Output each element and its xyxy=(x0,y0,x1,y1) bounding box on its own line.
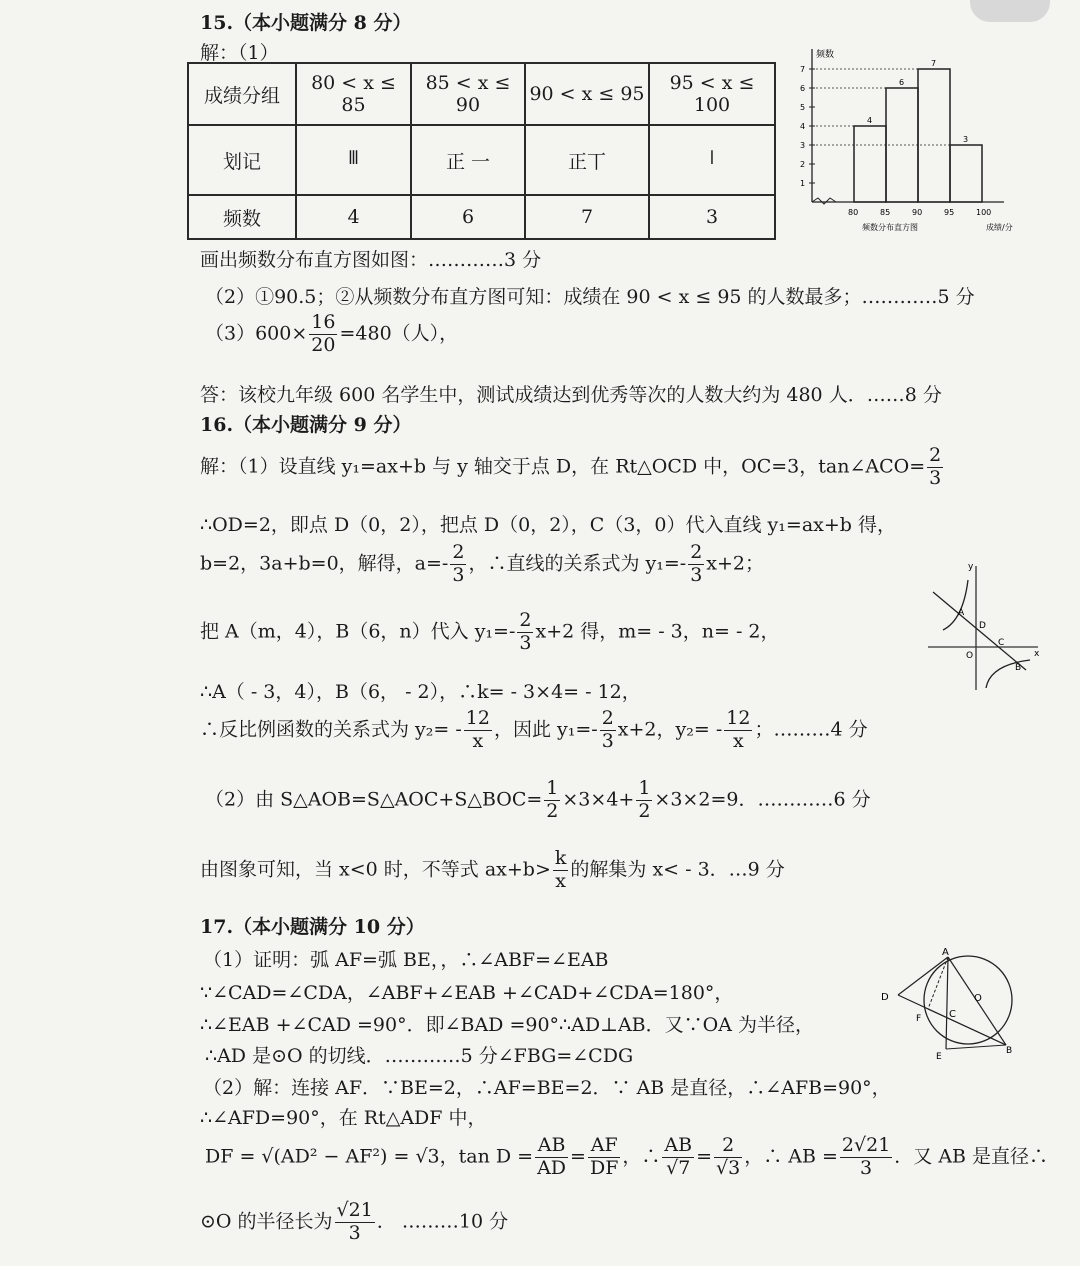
fraction-den: 3 xyxy=(860,1156,873,1179)
fraction xyxy=(724,708,752,753)
fraction-den: √3 xyxy=(716,1156,741,1179)
q16-line2: ∴OD=2，即点 D（0，2），把点 D（0，2），C（3，0）代入直线 y₁=ax+b 得， xyxy=(200,514,896,536)
table-header-cell: 95 < x ≤ 100 xyxy=(649,63,775,125)
fraction-den: DF xyxy=(589,1156,619,1179)
text: = xyxy=(570,1145,586,1168)
q17-title: 17.（本小题满分 10 分） xyxy=(200,916,425,938)
fraction xyxy=(688,542,704,587)
fraction xyxy=(840,1135,892,1180)
axis-break xyxy=(812,198,836,204)
fraction xyxy=(450,542,466,587)
y-tick-label: 3 xyxy=(800,141,806,150)
x-axis-label: 成绩/分 xyxy=(986,223,1013,232)
fig-label-c: C xyxy=(949,1009,956,1020)
fraction xyxy=(309,312,337,357)
text: 把 A（m，4），B（6，n）代入 y₁=- xyxy=(200,620,516,643)
q17-line6: ∴∠AFD=90°，在 Rt△ADF 中， xyxy=(200,1107,487,1129)
x-tick-label: 90 xyxy=(912,208,923,217)
fraction-den: 2 xyxy=(638,799,651,822)
fig-label-f: F xyxy=(916,1014,922,1024)
fraction xyxy=(927,445,943,490)
text: ×3×4+ xyxy=(562,788,635,811)
fraction xyxy=(662,1135,694,1180)
x-tick-label: 100 xyxy=(976,208,992,217)
table-cell-label: 划记 xyxy=(188,125,296,195)
fraction-den: 3 xyxy=(519,631,532,654)
q16-line5: ∴A（ - 3，4），B（6， - 2），∴k= - 3×4= - 12， xyxy=(200,681,641,703)
y-tick-label: 7 xyxy=(800,65,806,74)
text: ，∴直线的关系式为 y₁=- xyxy=(468,552,687,575)
fraction xyxy=(535,1135,568,1180)
graph-label-a: A xyxy=(958,608,965,618)
q15-line3-post: =480（人）， xyxy=(339,322,459,345)
fraction xyxy=(544,778,560,823)
table-row xyxy=(188,195,775,239)
table-cell-freq: 6 xyxy=(411,195,525,239)
graph-label-c: C xyxy=(998,638,1005,648)
text: DF = √(AD² − AF²) = √3，tan D = xyxy=(205,1145,534,1168)
circle-figure xyxy=(878,945,1018,1065)
fraction-num: 12 xyxy=(465,707,490,729)
table-cell-freq: 4 xyxy=(296,195,411,239)
table-cell-freq: 3 xyxy=(649,195,775,239)
fraction-den: 3 xyxy=(452,563,465,586)
graph-label-x: x xyxy=(1034,649,1040,659)
frequency-histogram xyxy=(790,40,1030,240)
bar-value-label: 3 xyxy=(963,135,969,144)
table-row xyxy=(188,63,775,125)
q17-line4: ∴AD 是⊙O 的切线．…………5 分∠FBG=∠CDG xyxy=(205,1045,634,1067)
y-tick-label: 6 xyxy=(800,84,806,93)
text: ．又 AB 是直径∴ xyxy=(894,1145,1049,1168)
fraction-den: 2 xyxy=(546,799,559,822)
table-cell-tally: 正丅 xyxy=(525,125,649,195)
q17-line7 xyxy=(205,1135,1048,1180)
q16-line1-text: 解：（1）设直线 y₁=ax+b 与 y 轴交于点 D，在 Rt△OCD 中，OC=3，tan∠ACO= xyxy=(200,455,926,478)
fraction xyxy=(335,1200,375,1245)
text: ×3×2=9．…………6 分 xyxy=(654,788,871,811)
table-header-cell: 90 < x ≤ 95 xyxy=(525,63,649,125)
fraction-den: AD xyxy=(537,1156,567,1179)
table-cell-label: 频数 xyxy=(188,195,296,239)
q15-line2: （2）①90.5；②从频数分布直方图可知：成绩在 90 < x ≤ 95 的人数最多；…………5 分 xyxy=(205,286,975,308)
x-tick-label: 85 xyxy=(880,208,891,217)
screen-corner-overlay xyxy=(970,0,1050,22)
q15-sol-label: 解：（1） xyxy=(200,42,279,64)
table-cell-tally: 正 一 xyxy=(411,125,525,195)
fraction-num: 2 xyxy=(929,444,942,466)
fraction-num: 2√21 xyxy=(841,1134,891,1156)
fraction xyxy=(714,1135,742,1180)
table-header-cell: 85 < x ≤ 90 xyxy=(411,63,525,125)
fig-label-b: B xyxy=(1006,1046,1013,1056)
fraction-den: 3 xyxy=(601,729,614,752)
fraction-num: AB xyxy=(535,1135,568,1158)
fraction xyxy=(553,848,569,893)
text: （2）由 S△AOB=S△AOC+S△BOC= xyxy=(205,788,543,811)
text: ，∴ AB = xyxy=(744,1145,838,1168)
fraction-num: k xyxy=(554,847,567,869)
q16-line4 xyxy=(200,610,780,655)
fraction-den: 3 xyxy=(690,563,703,586)
text: 由图象可知，当 x<0 时，不等式 ax+b> xyxy=(200,858,551,881)
q15-line1: 画出频数分布直方图如图：…………3 分 xyxy=(200,249,542,271)
table-cell-tally: 𝍩 xyxy=(649,125,775,195)
q15-line3 xyxy=(205,312,458,357)
fraction-num: 16 xyxy=(311,311,336,333)
y-tick-label: 5 xyxy=(800,103,806,112)
fraction xyxy=(600,708,616,753)
text: x+2，y₂= - xyxy=(617,718,723,741)
text: ，∴ xyxy=(622,1145,661,1168)
text: x+2； xyxy=(706,552,765,575)
fig-label-o: O xyxy=(974,993,982,1004)
text: x+2 得，m= - 3，n= - 2， xyxy=(535,620,780,643)
fraction xyxy=(517,610,533,655)
q15-line3-pre: （3）600× xyxy=(205,322,308,345)
graph-label-o: O xyxy=(966,651,974,661)
y-tick-label: 1 xyxy=(800,179,806,188)
fraction-num: 2 xyxy=(452,541,465,563)
histogram-bar xyxy=(950,145,982,202)
bar-value-label: 4 xyxy=(867,116,873,125)
fraction-num: 1 xyxy=(546,777,559,799)
fig-label-e: E xyxy=(936,1052,942,1062)
q17-line3: ∴∠EAB +∠CAD =90°．即∠BAD =90°∴AD⊥AB．又∵OA 为半径， xyxy=(200,1014,814,1036)
fraction-num: AF xyxy=(588,1135,620,1158)
grade-table xyxy=(187,62,776,240)
chart-title: 频数分布直方图 xyxy=(862,223,918,232)
fraction-den: √7 xyxy=(666,1156,691,1179)
q15-title: 15.（本小题满分 8 分） xyxy=(200,12,412,34)
q16-title: 16.（本小题满分 9 分） xyxy=(200,414,412,436)
table-header-cell: 成绩分组 xyxy=(188,63,296,125)
fraction-num: 2 xyxy=(601,707,614,729)
fraction-num: 2 xyxy=(519,609,532,631)
q15-answer: 答：该校九年级 600 名学生中，测试成绩达到优秀等次的人数大约为 480 人．……8 分 xyxy=(200,384,942,406)
table-row xyxy=(188,125,775,195)
q17-line2: ∵∠CAD=∠CDA，∠ABF+∠EAB +∠CAD+∠CDA=180°， xyxy=(200,982,734,1004)
fig-label-a: A xyxy=(942,947,949,958)
histogram-bar xyxy=(854,126,886,202)
q17-line8 xyxy=(200,1200,508,1245)
fraction-den: 3 xyxy=(348,1221,361,1244)
y-tick-label: 4 xyxy=(800,122,806,131)
fig-label-d: D xyxy=(881,992,889,1003)
fraction-num: 12 xyxy=(726,707,751,729)
q16-line7 xyxy=(205,778,871,823)
text: ⊙O 的半径长为 xyxy=(200,1210,333,1233)
fraction-den: x xyxy=(555,869,566,892)
text: ． ………10 分 xyxy=(376,1210,509,1233)
fraction-num: √21 xyxy=(336,1199,373,1221)
table-cell-freq: 7 xyxy=(525,195,649,239)
q17-line5: （2）解：连接 AF．∵BE=2，∴AF=BE=2．∵ AB 是直径，∴∠AFB=90°， xyxy=(203,1077,891,1099)
table-header-cell: 80 < x ≤ 85 xyxy=(296,63,411,125)
fraction-den: 20 xyxy=(311,333,336,356)
function-graph xyxy=(918,560,1043,695)
text: = xyxy=(696,1145,713,1168)
fraction xyxy=(636,778,652,823)
bar-value-label: 7 xyxy=(931,59,937,68)
table-cell-tally: 𝍫 xyxy=(296,125,411,195)
fraction xyxy=(588,1135,620,1180)
q16-line6 xyxy=(200,708,868,753)
fraction-den: x xyxy=(472,729,484,752)
q16-line3 xyxy=(200,542,764,587)
graph-label-b: B xyxy=(1015,663,1022,673)
y-tick-label: 2 xyxy=(800,160,806,169)
text: ，因此 y₁=- xyxy=(493,718,598,741)
fraction xyxy=(464,708,492,753)
graph-label-y: y xyxy=(968,562,974,572)
text: 的解集为 x< - 3．…9 分 xyxy=(570,858,785,881)
q17-line1: （1）证明：弧 AF=弧 BE，，∴∠ABF=∠EAB xyxy=(203,949,609,971)
fraction-num: 2 xyxy=(714,1135,742,1158)
bar-value-label: 6 xyxy=(899,78,905,87)
y-axis-label: 频数 xyxy=(816,50,835,60)
x-tick-label: 95 xyxy=(944,208,955,217)
graph-label-d: D xyxy=(979,621,986,631)
q16-line8 xyxy=(200,848,785,893)
text: ∴反比例函数的关系式为 y₂= - xyxy=(200,718,462,741)
fraction-den: 3 xyxy=(929,466,942,489)
fraction-num: AB xyxy=(664,1134,693,1156)
text: b=2，3a+b=0，解得，a=- xyxy=(200,552,449,575)
q16-line1 xyxy=(200,445,945,490)
fraction-num: 2 xyxy=(690,541,703,563)
text: ；………4 分 xyxy=(754,718,868,741)
fraction-num: 1 xyxy=(638,777,651,799)
x-tick-label: 80 xyxy=(848,208,859,217)
histogram-bar xyxy=(918,69,950,202)
fraction-den: x xyxy=(733,729,744,752)
